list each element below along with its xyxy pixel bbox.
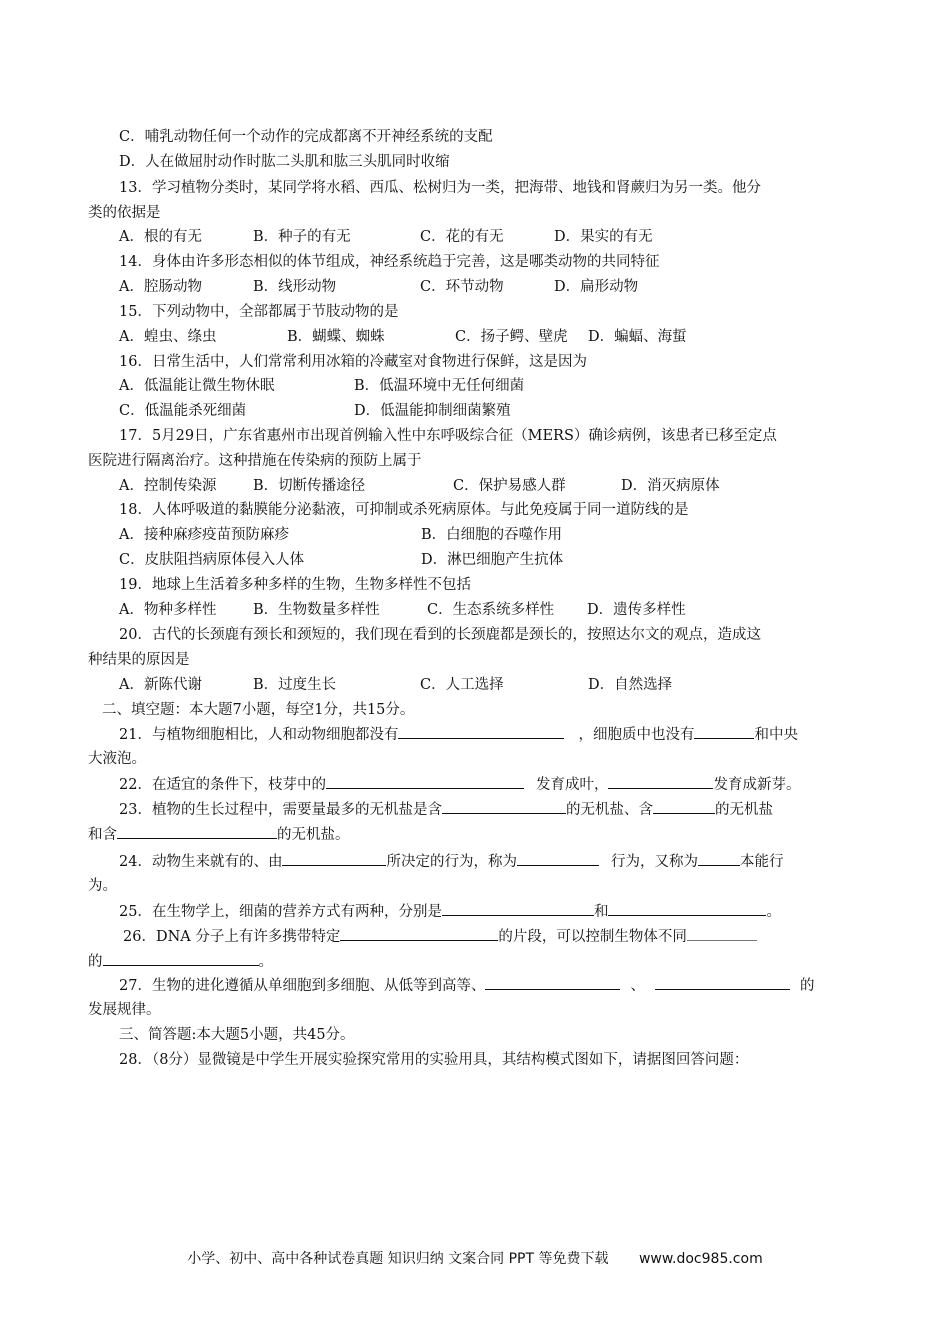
q16-options-row1 bbox=[119, 376, 524, 396]
q12-option-d: D．人在做屈肘动作时肱二头肌和肱三头肌同时收缩 bbox=[119, 154, 450, 170]
q24-line1 bbox=[119, 851, 783, 872]
q17-stem: 17．5月29日，广东省惠州市出现首例输入性中东呼吸综合征（MERS）确诊病例，该患者已移至定点 bbox=[119, 428, 777, 444]
q13-options bbox=[119, 227, 653, 247]
q23-text-3: 的无机盐 bbox=[714, 802, 773, 818]
q22-blank-1 bbox=[326, 774, 524, 789]
q26-text-3: 的 bbox=[88, 954, 103, 970]
footer-url[interactable]: www.doc985.com bbox=[638, 1251, 763, 1267]
page-footer bbox=[0, 1248, 950, 1268]
q26-line1 bbox=[123, 926, 757, 947]
q21-text-3: 和中央 bbox=[754, 727, 798, 743]
q22-line bbox=[119, 774, 800, 795]
q13-option-b: B．种子的有无 bbox=[253, 229, 351, 245]
q20-option-d: D．自然选择 bbox=[588, 677, 673, 693]
q26-blank-1 bbox=[340, 926, 498, 941]
q22-text-2: 发育成叶， bbox=[535, 777, 609, 793]
q18-option-b: B．白细胞的吞噬作用 bbox=[421, 527, 563, 543]
q17-stem-cont: 医院进行隔离治疗。这种措施在传染病的预防上属于 bbox=[88, 453, 422, 469]
q25-text-3: 。 bbox=[766, 904, 781, 920]
q26-text-1: 26．DNA 分子上有许多携带特定 bbox=[123, 929, 341, 945]
q24-text-2: 所决定的行为，称为 bbox=[386, 854, 517, 870]
q14-option-b: B．线形动物 bbox=[253, 279, 337, 295]
q27-text-1: 27．生物的进化遵循从单细胞到多细胞、从低等到高等、 bbox=[119, 978, 486, 994]
q22-blank-2 bbox=[608, 774, 713, 789]
q24-blank-3 bbox=[698, 851, 740, 866]
q14-option-a: A．腔肠动物 bbox=[119, 279, 202, 295]
q25-blank-2 bbox=[608, 901, 766, 916]
q24-text-4: 本能行 bbox=[739, 854, 784, 870]
q13-stem-cont: 类的依据是 bbox=[88, 205, 161, 221]
q23-line2 bbox=[88, 824, 350, 845]
q20-option-a: A．新陈代谢 bbox=[119, 677, 202, 693]
q16-option-a: A．低温能让微生物休眠 bbox=[119, 378, 275, 394]
q24-blank-2 bbox=[517, 851, 599, 866]
q15-option-b: B．蝴蝶、蜘蛛 bbox=[287, 329, 385, 345]
q17-option-b: B．切断传播途径 bbox=[253, 478, 366, 494]
q20-stem: 20．古代的长颈鹿有颈长和颈短的，我们现在看到的长颈鹿都是颈长的，按照达尔文的观点，造成这 bbox=[119, 627, 761, 643]
q17-option-c: C．保护易感人群 bbox=[453, 478, 566, 494]
q20-stem-cont: 种结果的原因是 bbox=[88, 652, 190, 668]
q17-options bbox=[119, 476, 720, 496]
q27-line2: 发展规律。 bbox=[88, 1002, 161, 1018]
q15-option-d: D．蝙蝠、海蜇 bbox=[588, 329, 687, 345]
q23-blank-1 bbox=[442, 799, 566, 814]
q21-line1 bbox=[119, 724, 798, 745]
q16-option-b: B．低温环境中无任何细菌 bbox=[354, 378, 525, 394]
q13-stem: 13．学习植物分类时，某同学将水稻、西瓜、松树归为一类，把海带、地钱和肾蕨归为另一类。他分 bbox=[119, 180, 761, 196]
q27-text-2: 、 bbox=[630, 978, 645, 994]
q26-blank-2 bbox=[687, 926, 757, 941]
q25-text-1: 25．在生物学上，细菌的营养方式有两种，分别是 bbox=[119, 904, 442, 920]
q21-blank-1 bbox=[398, 724, 564, 739]
q19-option-a: A．物种多样性 bbox=[119, 602, 217, 618]
q19-option-c: C．生态系统多样性 bbox=[427, 602, 555, 618]
q21-text-2: ，细胞质中也没有 bbox=[578, 727, 695, 743]
q13-option-c: C．花的有无 bbox=[420, 229, 504, 245]
q23-text-1: 23．植物的生长过程中，需要量最多的无机盐是含 bbox=[119, 802, 442, 818]
q25-blank-1 bbox=[442, 901, 594, 916]
q26-text-2: 的片段，可以控制生物体不同 bbox=[498, 929, 687, 945]
q27-line1 bbox=[119, 975, 814, 996]
q27-blank-1 bbox=[485, 975, 620, 990]
q18-options-row1 bbox=[119, 525, 562, 545]
q21-line2: 大液泡。 bbox=[88, 751, 146, 767]
q20-option-c: C．人工选择 bbox=[420, 677, 504, 693]
q18-option-a: A．接种麻疹疫苗预防麻疹 bbox=[119, 527, 289, 543]
q17-option-a: A．控制传染源 bbox=[119, 478, 217, 494]
q15-stem: 15．下列动物中，全部都属于节肢动物的是 bbox=[119, 304, 399, 320]
q23-text-4: 和含 bbox=[88, 827, 117, 843]
q23-line1 bbox=[119, 799, 773, 820]
q19-option-d: D．遗传多样性 bbox=[587, 602, 686, 618]
q26-blank-3 bbox=[103, 951, 259, 966]
section-3-heading: 三、简答题:本大题5小题，共45分。 bbox=[119, 1027, 355, 1043]
q22-text-1: 22．在适宜的条件下，枝芽中的 bbox=[119, 777, 326, 793]
footer-text: 小学、初中、高中各种试卷真题 知识归纳 文案合同 PPT 等免费下载 bbox=[187, 1251, 609, 1267]
q24-line2: 为。 bbox=[88, 878, 117, 894]
section-2-heading: 二、填空题：本大题7小题，每空1分，共15分。 bbox=[102, 702, 415, 718]
q18-options-row2 bbox=[119, 550, 563, 570]
q14-options bbox=[119, 277, 638, 297]
q20-options bbox=[119, 675, 672, 695]
q23-text-5: 的无机盐。 bbox=[277, 827, 350, 843]
q14-option-d: D．扁形动物 bbox=[554, 279, 639, 295]
q16-options-row2 bbox=[119, 401, 511, 421]
q15-option-c: C．扬子鳄、壁虎 bbox=[455, 329, 568, 345]
q26-line2 bbox=[88, 951, 273, 972]
q19-option-b: B．生物数量多样性 bbox=[253, 602, 380, 618]
q26-text-4: 。 bbox=[258, 954, 273, 970]
q23-blank-2 bbox=[653, 799, 715, 814]
q13-option-d: D．果实的有无 bbox=[554, 229, 653, 245]
q21-text-1: 21．与植物细胞相比，人和动物细胞都没有 bbox=[119, 727, 399, 743]
q23-blank-3 bbox=[117, 824, 277, 839]
q14-stem: 14．身体由许多形态相似的体节组成，神经系统趋于完善，这是哪类动物的共同特征 bbox=[119, 254, 660, 270]
q13-option-a: A．根的有无 bbox=[119, 229, 202, 245]
q21-blank-2 bbox=[694, 724, 754, 739]
q19-stem: 19．地球上生活着多种多样的生物，生物多样性不包括 bbox=[119, 577, 471, 593]
q16-option-c: C．低温能杀死细菌 bbox=[119, 403, 247, 419]
q24-text-1: 24．动物生来就有的、由 bbox=[119, 854, 283, 870]
q25-text-2: 和 bbox=[593, 904, 609, 920]
q22-text-3: 发育成新芽。 bbox=[713, 777, 801, 793]
q18-option-c: C．皮肤阻挡病原体侵入人体 bbox=[119, 552, 305, 568]
q19-options bbox=[119, 600, 686, 620]
q12-option-c: C．哺乳动物任何一个动作的完成都离不开神经系统的支配 bbox=[119, 129, 493, 145]
q24-text-3: 行为，又称为 bbox=[610, 854, 698, 870]
q27-blank-2 bbox=[655, 975, 790, 990]
q14-option-c: C．环节动物 bbox=[420, 279, 504, 295]
q18-stem: 18．人体呼吸道的黏膜能分泌黏液，可抑制或杀死病原体。与此免疫属于同一道防线的是 bbox=[119, 502, 689, 518]
q27-text-3: 的 bbox=[799, 978, 815, 994]
q28-stem: 28．（8分）显微镜是中学生开展实验探究常用的实验用具，其结构模式图如下，请据图回答问题： bbox=[119, 1052, 749, 1068]
q24-blank-1 bbox=[282, 851, 386, 866]
q15-option-a: A．蝗虫、绦虫 bbox=[119, 329, 217, 345]
q25-line bbox=[119, 901, 781, 922]
q16-stem: 16．日常生活中，人们常常利用冰箱的冷藏室对食物进行保鲜，这是因为 bbox=[119, 354, 587, 370]
q23-text-2: 的无机盐、含 bbox=[565, 802, 653, 818]
q15-options bbox=[119, 327, 687, 347]
q16-option-d: D．低温能抑制细菌繁殖 bbox=[354, 403, 511, 419]
q17-option-d: D．消灭病原体 bbox=[621, 478, 720, 494]
q18-option-d: D．淋巴细胞产生抗体 bbox=[421, 552, 564, 568]
q20-option-b: B．过度生长 bbox=[253, 677, 337, 693]
